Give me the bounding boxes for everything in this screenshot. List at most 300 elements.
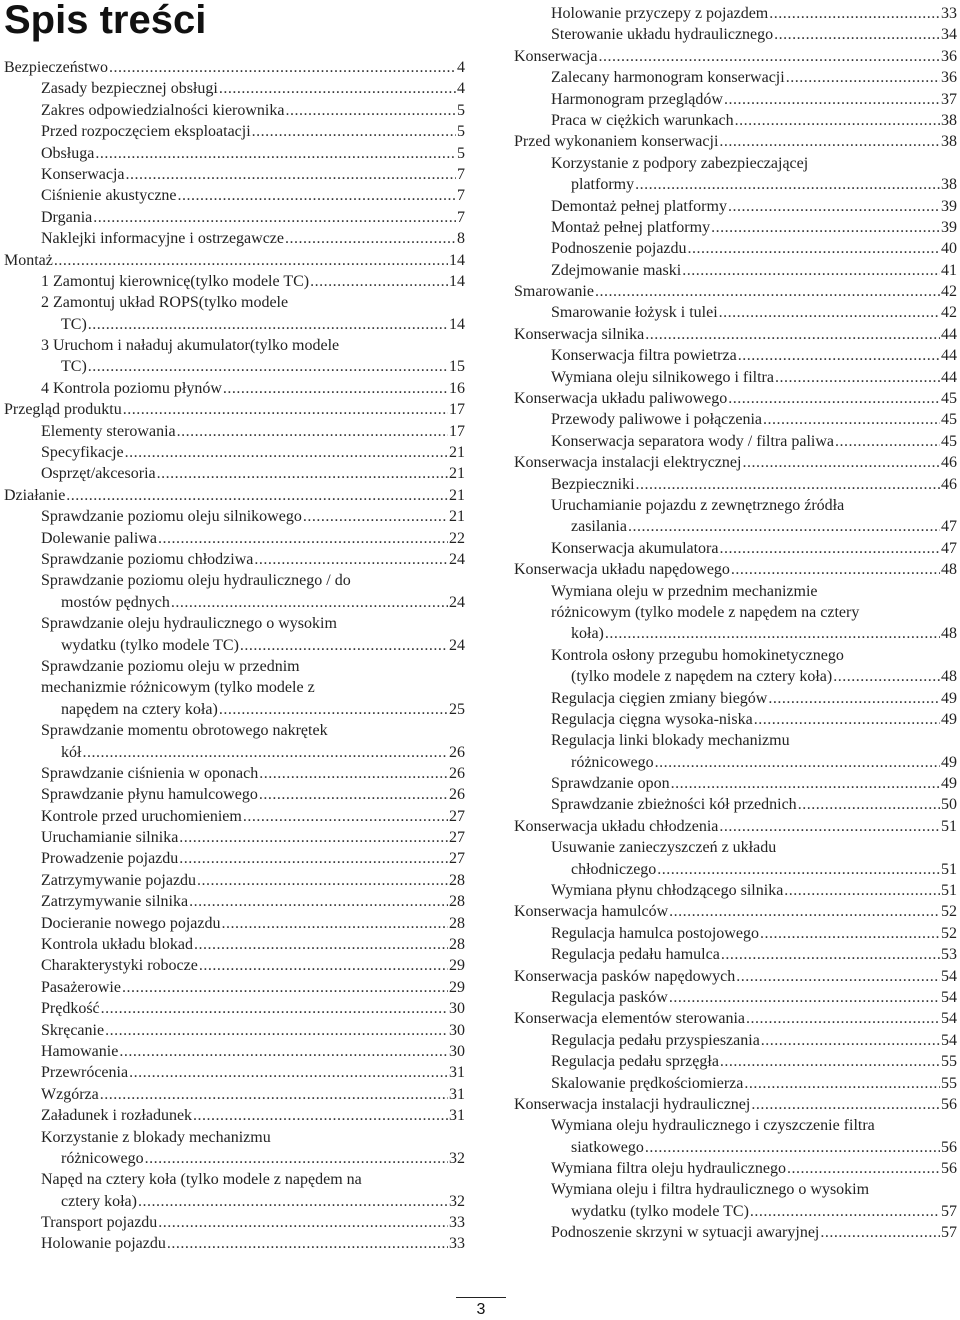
toc-entry bbox=[4, 891, 465, 912]
toc-subsection[interactable] bbox=[514, 1030, 957, 1051]
dot-leader bbox=[126, 164, 456, 185]
toc-subsection[interactable] bbox=[4, 78, 465, 99]
toc-section[interactable] bbox=[514, 452, 957, 473]
toc-subsection[interactable] bbox=[4, 613, 465, 656]
toc-subsection[interactable] bbox=[4, 955, 465, 976]
toc-subsection[interactable] bbox=[514, 196, 957, 217]
toc-entry-page: 28 bbox=[449, 914, 465, 932]
toc-entry-title: Obsługa bbox=[41, 144, 95, 162]
toc-subsection[interactable] bbox=[514, 3, 957, 24]
toc-entry-title: Zasady bezpiecznej obsługi bbox=[41, 80, 218, 98]
dot-leader bbox=[221, 913, 448, 934]
toc-subsection[interactable] bbox=[4, 185, 465, 206]
toc-entry-page: 53 bbox=[941, 946, 957, 964]
toc-subsection[interactable] bbox=[514, 495, 957, 538]
toc-entry-title: różnicowego bbox=[571, 753, 654, 771]
toc-subsection[interactable] bbox=[514, 773, 957, 794]
toc-entry-page: 22 bbox=[449, 529, 465, 547]
dot-leader bbox=[768, 688, 940, 709]
toc-subsection[interactable] bbox=[4, 870, 465, 891]
toc-entry-title-line: Napęd na cztery koła (tylko modele z napędem na bbox=[41, 1171, 362, 1189]
toc-subsection[interactable] bbox=[4, 378, 465, 399]
toc-section[interactable] bbox=[514, 816, 957, 837]
dot-leader bbox=[243, 806, 448, 827]
dot-leader bbox=[628, 516, 940, 537]
dot-leader bbox=[775, 367, 940, 388]
toc-left-column bbox=[4, 57, 465, 1255]
toc-subsection[interactable] bbox=[514, 1222, 957, 1243]
toc-entry bbox=[514, 816, 957, 837]
toc-entry bbox=[514, 1137, 957, 1158]
toc-subsection[interactable] bbox=[4, 977, 465, 998]
toc-subsection[interactable] bbox=[514, 538, 957, 559]
toc-entry bbox=[4, 699, 465, 720]
dot-leader bbox=[167, 1233, 448, 1254]
toc-entry bbox=[4, 1191, 465, 1212]
toc-entry bbox=[514, 901, 957, 922]
toc-subsection[interactable] bbox=[4, 292, 465, 335]
toc-subsection[interactable] bbox=[514, 89, 957, 110]
toc-entry bbox=[4, 977, 465, 998]
toc-entry-title: Zakres odpowiedzialności kierownika bbox=[41, 101, 285, 119]
toc-entry-title: TC) bbox=[61, 315, 87, 333]
toc-entry-page: 16 bbox=[449, 379, 465, 397]
toc-entry-title: Dolewanie paliwa bbox=[41, 529, 157, 547]
toc-entry-page: 28 bbox=[449, 936, 465, 954]
toc-entry-page: 26 bbox=[449, 743, 465, 761]
toc-entry bbox=[4, 1084, 465, 1105]
toc-entry-title-line: Korzystanie z blokady mechanizmu bbox=[41, 1128, 271, 1146]
toc-entry-title: Osprzęt/akcesoria bbox=[41, 465, 156, 483]
toc-section[interactable] bbox=[514, 46, 957, 67]
toc-subsection[interactable] bbox=[514, 345, 957, 366]
toc-entry-title: Wymiana filtra oleju hydraulicznego bbox=[551, 1160, 786, 1178]
toc-entry bbox=[4, 164, 465, 185]
toc-entry bbox=[514, 709, 957, 730]
dot-leader bbox=[671, 773, 940, 794]
toc-subsection[interactable] bbox=[4, 143, 465, 164]
toc-section[interactable] bbox=[514, 324, 957, 345]
toc-entry-page: 51 bbox=[941, 860, 957, 878]
toc-entry-page: 38 bbox=[941, 111, 957, 129]
toc-subsection[interactable] bbox=[4, 720, 465, 763]
dot-leader bbox=[721, 944, 940, 965]
toc-subsection[interactable] bbox=[4, 848, 465, 869]
toc-section[interactable] bbox=[514, 131, 957, 152]
toc-entry bbox=[514, 217, 957, 238]
toc-entry-page: 21 bbox=[449, 486, 465, 504]
toc-entry-title: Docieranie nowego pojazdu bbox=[41, 914, 221, 932]
toc-entry-title-line: Kontrola osłony przegubu homokinetycznego bbox=[551, 646, 844, 664]
toc-entry-page: 56 bbox=[941, 1160, 957, 1178]
toc-subsection[interactable] bbox=[514, 709, 957, 730]
toc-entry-title: Załadunek i rozładunek bbox=[41, 1107, 193, 1125]
toc-entry bbox=[514, 1158, 957, 1179]
dot-leader bbox=[736, 966, 940, 987]
toc-subsection[interactable] bbox=[4, 1212, 465, 1233]
toc-section[interactable] bbox=[514, 901, 957, 922]
toc-entry-title: Holowanie pojazdu bbox=[41, 1235, 166, 1253]
toc-entry bbox=[514, 1222, 957, 1243]
toc-entry-title-line: 2 Zamontuj układ ROPS(tylko modele bbox=[41, 294, 289, 312]
toc-entry-title: Kontrola układu blokad bbox=[41, 936, 193, 954]
toc-section[interactable] bbox=[4, 57, 465, 78]
dot-leader bbox=[738, 345, 940, 366]
toc-entry-title-line: Wymiana oleju hydraulicznego i czyszczenie filtra bbox=[551, 1117, 875, 1135]
dot-leader bbox=[742, 452, 940, 473]
toc-entry-page: 42 bbox=[941, 304, 957, 322]
toc-entry-title: Montaż pełnej platformy bbox=[551, 218, 711, 236]
toc-entry-title: Transport pojazdu bbox=[41, 1214, 158, 1232]
dot-leader bbox=[223, 378, 448, 399]
dot-leader bbox=[784, 880, 940, 901]
toc-entry-title: Przed rozpoczęciem eksploatacji bbox=[41, 123, 251, 141]
toc-entry-title: Sterowanie układu hydraulicznego bbox=[551, 26, 774, 44]
toc-entry bbox=[4, 1233, 465, 1254]
toc-entry bbox=[514, 1094, 957, 1115]
dot-leader bbox=[240, 635, 448, 656]
toc-entry-page: 49 bbox=[941, 710, 957, 728]
toc-entry-title: Konserwacja filtra powietrza bbox=[551, 347, 737, 365]
dot-leader bbox=[179, 827, 448, 848]
toc-entry-page: 27 bbox=[449, 829, 465, 847]
toc-subsection[interactable] bbox=[514, 67, 957, 88]
toc-subsection[interactable] bbox=[4, 934, 465, 955]
dot-leader bbox=[88, 356, 448, 377]
dot-leader bbox=[95, 143, 456, 164]
toc-entry bbox=[514, 966, 957, 987]
toc-subsection[interactable] bbox=[4, 121, 465, 142]
toc-entry bbox=[514, 24, 957, 45]
toc-subsection[interactable] bbox=[4, 100, 465, 121]
toc-entry-page: 24 bbox=[449, 636, 465, 654]
toc-subsection[interactable] bbox=[514, 110, 957, 131]
toc-entry bbox=[4, 121, 465, 142]
toc-entry-title-line: Wymiana oleju w przednim mechanizmie bbox=[551, 582, 818, 600]
toc-entry-page: 34 bbox=[941, 26, 957, 44]
toc-entry-page: 29 bbox=[449, 978, 465, 996]
dot-leader bbox=[88, 314, 448, 335]
toc-entry bbox=[514, 89, 957, 110]
toc-section[interactable] bbox=[514, 559, 957, 580]
toc-entry-page: 51 bbox=[941, 882, 957, 900]
toc-entry bbox=[514, 794, 957, 815]
toc-entry-title: Konserwacja silnika bbox=[514, 325, 645, 343]
dot-leader bbox=[746, 1008, 940, 1029]
dot-leader bbox=[54, 250, 448, 271]
toc-entry-title: Konserwacja pasków napędowych bbox=[514, 967, 736, 985]
toc-entry-title-line: Regulacja linki blokady mechanizmu bbox=[551, 732, 790, 750]
toc-subsection[interactable] bbox=[4, 1127, 465, 1170]
dot-leader bbox=[750, 1201, 940, 1222]
dot-leader bbox=[179, 848, 448, 869]
toc-entry-page: 54 bbox=[941, 1031, 957, 1049]
toc-entry bbox=[514, 238, 957, 259]
toc-subsection[interactable] bbox=[4, 998, 465, 1019]
toc-entry-page: 33 bbox=[449, 1214, 465, 1232]
toc-subsection[interactable] bbox=[514, 1158, 957, 1179]
toc-entry-page: 17 bbox=[449, 422, 465, 440]
dot-leader bbox=[835, 431, 940, 452]
toc-entry-title-line: Usuwanie zanieczyszczeń z układu bbox=[551, 839, 777, 857]
toc-entry-page: 14 bbox=[449, 272, 465, 290]
toc-subsection[interactable] bbox=[4, 784, 465, 805]
toc-subsection[interactable] bbox=[514, 794, 957, 815]
dot-leader bbox=[719, 302, 940, 323]
toc-entry bbox=[4, 378, 465, 399]
toc-entry-title: 4 Kontrola poziomu płynów bbox=[41, 379, 222, 397]
toc-subsection[interactable] bbox=[514, 730, 957, 773]
toc-entry bbox=[514, 1008, 957, 1029]
toc-entry-page: 45 bbox=[941, 390, 957, 408]
toc-entry bbox=[4, 913, 465, 934]
toc-entry-page: 17 bbox=[449, 401, 465, 419]
toc-subsection[interactable] bbox=[4, 207, 465, 228]
toc-entry bbox=[4, 356, 465, 377]
dot-leader bbox=[82, 742, 448, 763]
toc-subsection[interactable] bbox=[4, 1105, 465, 1126]
toc-entry-title: Wymiana oleju silnikowego i filtra bbox=[551, 368, 774, 386]
toc-subsection[interactable] bbox=[514, 302, 957, 323]
dot-leader bbox=[645, 324, 940, 345]
toc-entry bbox=[514, 431, 957, 452]
toc-entry bbox=[4, 442, 465, 463]
dot-leader bbox=[158, 1212, 448, 1233]
toc-subsection[interactable] bbox=[514, 688, 957, 709]
toc-entry-page: 40 bbox=[941, 240, 957, 258]
toc-entry bbox=[514, 1030, 957, 1051]
toc-subsection[interactable] bbox=[514, 645, 957, 688]
toc-entry bbox=[514, 67, 957, 88]
toc-entry-page: 48 bbox=[941, 668, 957, 686]
toc-entry-page: 36 bbox=[941, 69, 957, 87]
toc-section[interactable] bbox=[4, 399, 465, 420]
toc-section[interactable] bbox=[4, 250, 465, 271]
toc-entry bbox=[514, 623, 957, 644]
page-title: Spis treści bbox=[4, 0, 207, 42]
toc-subsection[interactable] bbox=[4, 335, 465, 378]
toc-entry-page: 4 bbox=[457, 80, 465, 98]
toc-entry bbox=[4, 763, 465, 784]
toc-subsection[interactable] bbox=[514, 944, 957, 965]
toc-subsection[interactable] bbox=[4, 891, 465, 912]
toc-subsection[interactable] bbox=[4, 827, 465, 848]
toc-entry bbox=[514, 859, 957, 880]
toc-entry-title-line: różnicowym (tylko modele z napędem na cztery bbox=[551, 603, 860, 621]
toc-entry-page: 46 bbox=[941, 454, 957, 472]
toc-subsection[interactable] bbox=[514, 1073, 957, 1094]
toc-subsection[interactable] bbox=[514, 474, 957, 495]
page-number: 3 bbox=[476, 1301, 486, 1318]
toc-subsection[interactable] bbox=[4, 1041, 465, 1062]
toc-subsection[interactable] bbox=[4, 1233, 465, 1254]
toc-entry-page: 51 bbox=[941, 817, 957, 835]
toc-subsection[interactable] bbox=[514, 24, 957, 45]
toc-entry-title: 1 Zamontuj kierownicę(tylko modele TC) bbox=[41, 272, 310, 290]
dot-leader bbox=[252, 121, 456, 142]
toc-entry-page: 24 bbox=[449, 550, 465, 568]
toc-entry-title-line: Korzystanie z podpory zabezpieczającej bbox=[551, 154, 809, 172]
toc-entry bbox=[514, 516, 957, 537]
toc-entry-title: napędem na cztery koła) bbox=[61, 700, 218, 718]
toc-entry bbox=[4, 528, 465, 549]
dot-leader bbox=[194, 934, 448, 955]
toc-subsection[interactable] bbox=[514, 238, 957, 259]
toc-subsection[interactable] bbox=[514, 923, 957, 944]
toc-subsection[interactable] bbox=[4, 913, 465, 934]
toc-entry-title: Wzgórza bbox=[41, 1085, 99, 1103]
toc-subsection[interactable] bbox=[4, 164, 465, 185]
dot-leader bbox=[798, 794, 940, 815]
toc-entry-title: Regulacja hamulca postojowego bbox=[551, 924, 759, 942]
toc-entry-page: 5 bbox=[457, 101, 465, 119]
toc-subsection[interactable] bbox=[4, 463, 465, 484]
toc-subsection[interactable] bbox=[4, 506, 465, 527]
dot-leader bbox=[138, 1191, 448, 1212]
toc-subsection[interactable] bbox=[4, 570, 465, 613]
toc-entry-title: Konserwacja bbox=[41, 165, 125, 183]
dot-leader bbox=[177, 421, 448, 442]
dot-leader bbox=[285, 228, 456, 249]
toc-entry-title: Konserwacja instalacji hydraulicznej bbox=[514, 1095, 751, 1113]
toc-subsection[interactable] bbox=[4, 656, 465, 720]
toc-entry-page: 39 bbox=[941, 197, 957, 215]
toc-entry-page: 30 bbox=[449, 1000, 465, 1018]
dot-leader bbox=[645, 1137, 940, 1158]
toc-subsection[interactable] bbox=[4, 528, 465, 549]
dot-leader bbox=[731, 559, 940, 580]
toc-entry-title: wydatku (tylko modele TC) bbox=[571, 1202, 749, 1220]
dot-leader bbox=[728, 388, 940, 409]
toc-subsection[interactable] bbox=[4, 1062, 465, 1083]
toc-entry bbox=[4, 955, 465, 976]
toc-section[interactable] bbox=[514, 388, 957, 409]
toc-entry bbox=[514, 174, 957, 195]
toc-entry-page: 45 bbox=[941, 432, 957, 450]
toc-subsection[interactable] bbox=[4, 549, 465, 570]
dot-leader bbox=[259, 784, 448, 805]
toc-entry-page: 44 bbox=[941, 368, 957, 386]
toc-subsection[interactable] bbox=[514, 367, 957, 388]
toc-entry-title: Regulacja pedału przyspieszania bbox=[551, 1031, 760, 1049]
toc-entry-title: cztery koła) bbox=[61, 1192, 137, 1210]
toc-entry-title: Konserwacja układu napędowego bbox=[514, 561, 730, 579]
toc-entry-page: 30 bbox=[449, 1042, 465, 1060]
dot-leader bbox=[157, 463, 448, 484]
toc-entry-title: Podnoszenie skrzyni w sytuacji awaryjnej bbox=[551, 1224, 820, 1242]
toc-entry-title-line: Wymiana oleju i filtra hydraulicznego o wysokim bbox=[551, 1181, 870, 1199]
toc-entry-page: 57 bbox=[941, 1202, 957, 1220]
toc-entry-page: 41 bbox=[941, 261, 957, 279]
toc-entry bbox=[4, 1105, 465, 1126]
dot-leader bbox=[178, 185, 456, 206]
toc-entry-page: 49 bbox=[941, 753, 957, 771]
toc-subsection[interactable] bbox=[514, 1179, 957, 1222]
toc-entry-title: platformy bbox=[571, 176, 635, 194]
toc-subsection[interactable] bbox=[4, 763, 465, 784]
toc-subsection[interactable] bbox=[4, 271, 465, 292]
toc-entry-title: Konserwacja elementów sterowania bbox=[514, 1010, 746, 1028]
toc-entry bbox=[4, 463, 465, 484]
toc-subsection[interactable] bbox=[514, 153, 957, 196]
toc-subsection[interactable] bbox=[4, 1020, 465, 1041]
toc-section[interactable] bbox=[514, 1094, 957, 1115]
toc-entry-page: 28 bbox=[449, 871, 465, 889]
toc-entry-page: 28 bbox=[449, 893, 465, 911]
toc-subsection[interactable] bbox=[4, 421, 465, 442]
toc-subsection[interactable] bbox=[514, 581, 957, 645]
toc-entry-page: 27 bbox=[449, 850, 465, 868]
toc-subsection[interactable] bbox=[514, 880, 957, 901]
toc-subsection[interactable] bbox=[514, 987, 957, 1008]
toc-subsection[interactable] bbox=[4, 442, 465, 463]
toc-entry-title: Zatrzymywanie silnika bbox=[41, 893, 189, 911]
dot-leader bbox=[774, 24, 940, 45]
toc-entry-title: Regulacja pedału sprzęgła bbox=[551, 1053, 719, 1071]
toc-entry-page: 30 bbox=[449, 1021, 465, 1039]
toc-entry bbox=[4, 592, 465, 613]
toc-entry bbox=[514, 302, 957, 323]
toc-section[interactable] bbox=[514, 966, 957, 987]
toc-subsection[interactable] bbox=[4, 228, 465, 249]
toc-entry-title: Działanie bbox=[4, 486, 66, 504]
toc-entry-page: 7 bbox=[457, 187, 465, 205]
toc-entry-title: chłodniczego bbox=[571, 860, 657, 878]
toc-entry bbox=[4, 1148, 465, 1169]
toc-entry bbox=[514, 367, 957, 388]
toc-entry-title: koła) bbox=[571, 625, 604, 643]
toc-right-column bbox=[514, 3, 957, 1244]
toc-entry bbox=[4, 870, 465, 891]
toc-subsection[interactable] bbox=[514, 1051, 957, 1072]
toc-entry-page: 50 bbox=[941, 796, 957, 814]
dot-leader bbox=[158, 528, 448, 549]
toc-entry bbox=[514, 260, 957, 281]
toc-entry-title: Holowanie przyczepy z pojazdem bbox=[551, 5, 769, 22]
toc-entry-title: wydatku (tylko modele TC) bbox=[61, 636, 239, 654]
toc-subsection[interactable] bbox=[514, 837, 957, 880]
toc-subsection[interactable] bbox=[514, 431, 957, 452]
toc-entry-title-line: Uruchamianie pojazdu z zewnętrznego źródła bbox=[551, 496, 845, 514]
dot-leader bbox=[728, 196, 940, 217]
toc-entry-title: Montaż bbox=[4, 251, 53, 269]
toc-entry-page: 37 bbox=[941, 90, 957, 108]
dot-leader bbox=[760, 923, 940, 944]
dot-leader bbox=[303, 506, 448, 527]
dot-leader bbox=[109, 57, 456, 78]
toc-section[interactable] bbox=[514, 1008, 957, 1029]
toc-subsection[interactable] bbox=[514, 1115, 957, 1158]
toc-section[interactable] bbox=[4, 485, 465, 506]
toc-entry-title: kół bbox=[61, 743, 82, 761]
toc-entry-page: 32 bbox=[449, 1192, 465, 1210]
dot-leader bbox=[285, 100, 456, 121]
toc-subsection[interactable] bbox=[514, 217, 957, 238]
dot-leader bbox=[197, 870, 448, 891]
toc-subsection[interactable] bbox=[4, 806, 465, 827]
toc-entry-page: 29 bbox=[449, 957, 465, 975]
toc-entry-title-line: 3 Uruchom i naładuj akumulator(tylko modele bbox=[41, 337, 340, 355]
toc-entry-title: Naklejki informacyjne i ostrzegawcze bbox=[41, 230, 284, 248]
toc-subsection[interactable] bbox=[4, 1084, 465, 1105]
toc-section[interactable] bbox=[514, 281, 957, 302]
toc-subsection[interactable] bbox=[514, 260, 957, 281]
toc-subsection[interactable] bbox=[514, 409, 957, 430]
toc-subsection[interactable] bbox=[4, 1169, 465, 1212]
toc-entry-title: Skręcanie bbox=[41, 1021, 105, 1039]
toc-entry-title: Bezpieczniki bbox=[551, 475, 635, 493]
toc-entry-page: 54 bbox=[941, 967, 957, 985]
